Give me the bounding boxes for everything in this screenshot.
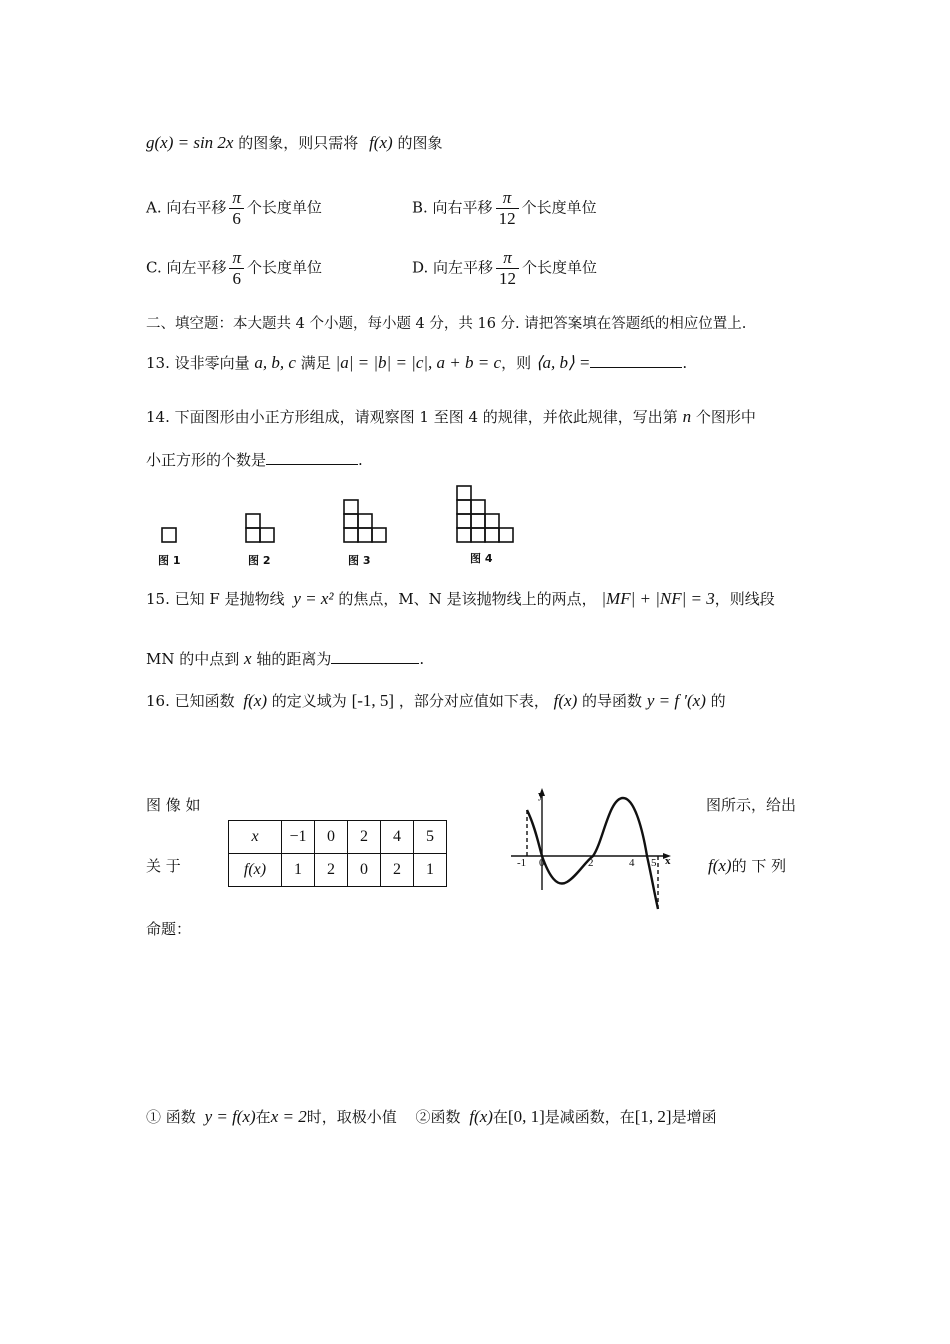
q16-f: f(x) — [243, 691, 267, 710]
fraction-pi-6: $\frac{\pi}{6}$ — [229, 188, 244, 229]
answer-blank[interactable] — [266, 464, 358, 465]
q14-text-1: 14. 下面图形由小正方形组成，请观察图 1 至图 4 的规律，并依此规律，写出第 — [146, 408, 678, 426]
prop-1-text-b: 在 — [255, 1108, 271, 1126]
q15-text-4: MN 的中点到 — [146, 650, 240, 668]
prop-2-text-c: 是减函数，在 — [544, 1108, 635, 1126]
table-row-fx — [229, 854, 447, 887]
square — [457, 486, 471, 500]
option-a-prefix: A. 向右平移 — [146, 198, 227, 217]
table-cell: 2 — [315, 854, 348, 887]
tick-label: 5 — [651, 857, 657, 869]
q16-text-4: 的导函数 — [582, 692, 643, 710]
square — [372, 528, 386, 542]
answer-blank[interactable] — [331, 663, 419, 664]
derivative-curve — [527, 798, 658, 909]
intro-text-1: 的图象，则只需将 — [238, 134, 359, 152]
figure-label-2: 图 2 — [248, 554, 271, 567]
f-expression: f(x) — [369, 133, 393, 152]
square — [485, 528, 499, 542]
q13-text-2: 满足 — [300, 354, 331, 372]
square — [344, 514, 358, 528]
q16-text-1: 16. 已知函数 — [146, 692, 235, 710]
q16-text-5: 的 — [710, 692, 726, 710]
q15-x: x — [244, 649, 252, 668]
prop-2-interval-2: [1, 2] — [634, 1107, 672, 1126]
g-expression: g(x) = sin 2x — [146, 133, 234, 152]
tick-label: 2 — [588, 857, 594, 869]
table-cell: 0 — [348, 854, 381, 887]
figure-label-4: 图 4 — [470, 552, 493, 565]
propositions-line — [146, 1106, 717, 1127]
square — [358, 514, 372, 528]
q15-condition: |MF| + |NF| = 3 — [601, 589, 715, 608]
option-c — [146, 248, 322, 289]
option-d — [412, 248, 597, 289]
q15-text-1: 15. 已知 F 是抛物线 — [146, 590, 285, 608]
square — [457, 500, 471, 514]
prop-1-text-a: ① 函数 — [146, 1108, 196, 1126]
intro-line — [146, 132, 442, 153]
table-cell: 2 — [381, 854, 414, 887]
square — [457, 528, 471, 542]
section-heading: 二、填空题：本大题共 4 个小题，每小题 4 分，共 16 分. 请把答案填在答题纸的相应位置上. — [146, 316, 747, 332]
square — [457, 514, 471, 528]
x-label: x — [665, 855, 671, 867]
table-cell: 5 — [414, 821, 447, 854]
answer-blank[interactable] — [590, 367, 682, 368]
table-cell: 0 — [315, 821, 348, 854]
derivative-graph — [505, 784, 685, 916]
square — [471, 514, 485, 528]
q13-vectors: a, b, c — [254, 353, 296, 372]
square — [499, 528, 513, 542]
table-cell: 1 — [414, 854, 447, 887]
q16-text-2: 的定义域为 — [271, 692, 347, 710]
square — [471, 500, 485, 514]
option-b-prefix: B. 向右平移 — [412, 198, 493, 217]
option-a-suffix: 个长度单位 — [246, 198, 322, 217]
square — [344, 528, 358, 542]
option-a — [146, 188, 322, 229]
square — [246, 514, 260, 528]
option-c-prefix: C. 向左平移 — [146, 258, 227, 277]
value-table — [228, 820, 447, 887]
q14-text-3: 小正方形的个数是 — [146, 451, 267, 469]
q15-text-5: 轴的距离为 — [256, 650, 332, 668]
q13-text-3: ，则 — [501, 354, 532, 372]
fraction-pi-6: $\frac{\pi}{6}$ — [229, 248, 244, 289]
option-b-suffix: 个长度单位 — [521, 198, 597, 217]
question-15-line-1 — [146, 588, 775, 609]
table-cell: 2 — [348, 821, 381, 854]
table-row-x — [229, 821, 447, 854]
option-c-suffix: 个长度单位 — [247, 258, 323, 277]
square — [162, 528, 176, 542]
option-d-prefix: D. 向左平移 — [412, 258, 494, 277]
square — [485, 514, 499, 528]
question-13: 13. 设非零向量 a, b, c 满足 |a| = |b| = |c|, a + b = c，则 ⟨a, b⟩ = . — [146, 353, 688, 372]
q14-n: n — [682, 407, 692, 426]
square — [246, 528, 260, 542]
q16-right-2: f(x)的 下 列 — [708, 856, 787, 875]
q15-parabola: y = x² — [293, 589, 334, 608]
question-14-line-1 — [146, 406, 756, 427]
q16-domain: [-1, 5] — [351, 691, 395, 710]
prop-2-function: f(x) — [469, 1107, 493, 1126]
prop-1-text-c: 时，取极小值 — [306, 1108, 397, 1126]
intro-text-2: 的图象 — [397, 134, 443, 152]
square — [358, 528, 372, 542]
question-16-line-1 — [146, 690, 726, 711]
q15-text-3: ，则线段 — [714, 590, 775, 608]
figure-label-1: 图 1 — [158, 554, 181, 567]
q16-propositions-label: 命题： — [146, 920, 192, 938]
prop-2-text-d: 是增函 — [671, 1108, 717, 1126]
q16-right-1: 图所示，给出 — [706, 796, 797, 814]
y-label: y — [538, 789, 544, 801]
q16-text-3: ，部分对应值如下表， — [398, 692, 549, 710]
q13-answer-expr: ⟨a, b⟩ = — [535, 353, 591, 372]
tick-label: -1 — [517, 857, 527, 869]
q16-left-1: 图 像 如 — [146, 796, 201, 814]
prop-1-x-value: x = 2 — [270, 1107, 307, 1126]
q16-f-2: f(x) — [553, 691, 578, 710]
tick-label: 0 — [539, 857, 545, 869]
fraction-pi-12: $\frac{\pi}{12}$ — [496, 188, 519, 229]
square — [471, 528, 485, 542]
figure-label-3: 图 3 — [348, 554, 371, 567]
q15-text-2: 的焦点，M、N 是该抛物线上的两点， — [338, 590, 597, 608]
table-cell: f(x) — [229, 854, 282, 887]
prop-2-interval-1: [0, 1] — [507, 1107, 545, 1126]
q14-text-2: 个图形中 — [695, 408, 756, 426]
question-15-line-2: MN 的中点到 x 轴的距离为 . — [146, 649, 425, 668]
option-d-suffix: 个长度单位 — [522, 258, 598, 277]
square-figures — [140, 478, 540, 570]
q16-derivative: y = f ′(x) — [646, 691, 706, 710]
table-cell: 1 — [282, 854, 315, 887]
fraction-pi-12: $\frac{\pi}{12}$ — [496, 248, 519, 289]
option-b — [412, 188, 597, 229]
prop-1-function: y = f(x) — [204, 1107, 256, 1126]
q13-condition: |a| = |b| = |c|, a + b = c — [335, 353, 502, 372]
q13-text-1: 13. 设非零向量 — [146, 354, 250, 372]
table-cell: 4 — [381, 821, 414, 854]
square — [260, 528, 274, 542]
table-cell: x — [229, 821, 282, 854]
question-14-line-2: 小正方形的个数是 . — [146, 451, 363, 469]
tick-label: 4 — [629, 857, 635, 869]
q16-left-2: 关 于 — [146, 857, 181, 875]
square — [344, 500, 358, 514]
q16-right-f: f(x) — [708, 856, 732, 875]
prop-2-text-a: ②函数 — [415, 1108, 461, 1126]
table-cell: −1 — [282, 821, 315, 854]
prop-2-text-b: 在 — [492, 1108, 508, 1126]
